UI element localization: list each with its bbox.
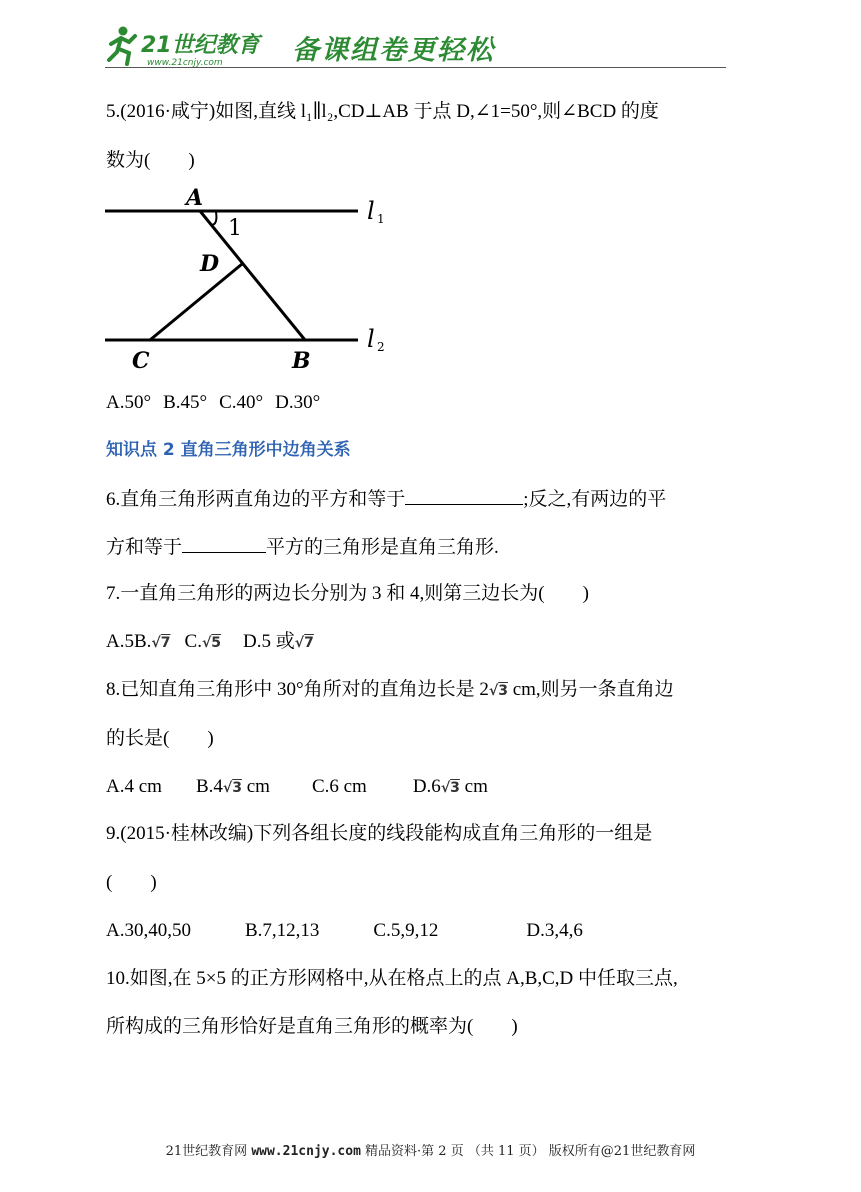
q8-option-a: A.4 cm [106, 776, 162, 797]
runner-icon [109, 27, 135, 65]
q7-option-c: C. [184, 631, 202, 652]
q6-text-c: 方和等于 [106, 537, 183, 558]
sqrt-7-icon: √7 [294, 635, 314, 651]
q9-option-d: D.3,4,6 [526, 920, 583, 941]
q6-text-d: 平方的三角形是直角三角形. [266, 537, 499, 558]
q8-line2: 的长是( ) [106, 728, 214, 749]
page-header [105, 22, 726, 72]
q5-option-b: B.45° [163, 392, 208, 413]
label-l1-sub: 1 [377, 212, 385, 226]
footer-url: www.21cnjy.com [251, 1144, 361, 1159]
q7-option-d: D.5 或 [243, 631, 295, 652]
q8-option-b: B.4 [195, 776, 223, 797]
q9-options [106, 919, 583, 943]
q5-option-a: A.50° [106, 392, 152, 413]
q6-line2 [106, 534, 499, 560]
q10-line2: 所构成的三角形恰好是直角三角形的概率为( ) [106, 1016, 518, 1037]
q8-option-d-unit: cm [459, 776, 488, 797]
q5-line1: 5.(2016·咸宁)如图,直线 l₁∥l₂,CD⊥AB 于点 D,∠1=50°,则∠BCD 的度 [106, 101, 659, 122]
q8-line1 [106, 678, 674, 703]
footer-site-name: 21世纪教育网 [165, 1144, 248, 1159]
label-1: 1 [228, 216, 242, 241]
q5-option-d: D.30° [275, 392, 321, 413]
sqrt-5-icon: √5 [201, 635, 222, 651]
q7-option-a: A.5 [106, 631, 134, 652]
q8-options [106, 775, 488, 800]
angle-1-arc [211, 212, 216, 225]
q6-blank-2 [182, 534, 266, 553]
q7-text: 7.一直角三角形的两边长分别为 3 和 4,则第三边长为( ) [106, 583, 589, 604]
label-l2: l [367, 325, 375, 353]
label-a: A [186, 185, 204, 211]
q8-option-c: C.6 cm [311, 776, 367, 797]
label-l2-sub: 2 [377, 340, 385, 354]
sqrt-3-icon: √3 [488, 683, 508, 699]
sqrt-3-icon: √3 [440, 780, 460, 796]
q9-option-b: B.7,12,13 [244, 920, 320, 941]
q8-option-d: D.6 [412, 776, 441, 797]
q9-option-a: A.30,40,50 [106, 920, 191, 941]
q6-text-b: ;反之,有两边的平 [523, 489, 667, 510]
q7-option-b: B. [133, 631, 152, 652]
logo-text: 21世纪教育 [141, 33, 260, 58]
q8-text-a: 8.已知直角三角形中 30°角所对的直角边长是 2 [106, 679, 489, 700]
site-logo [105, 22, 305, 70]
footer-page-info: 精品资料·第 2 页 （共 11 页） 版权所有@21世纪教育网 [365, 1144, 696, 1159]
header-divider [105, 67, 726, 68]
sqrt-7-icon: √7 [151, 635, 171, 651]
q5-options [106, 391, 320, 415]
q5-option-c: C.40° [219, 392, 264, 413]
q9-line1: 9.(2015·桂林改编)下列各组长度的线段能构成直角三角形的一组是 [106, 823, 653, 844]
segment-cd [150, 264, 242, 340]
header-slogan: 备课组卷更轻松 [292, 35, 495, 66]
q8-option-b-unit: cm [241, 776, 270, 797]
section-heading: 知识点 2 直角三角形中边角关系 [106, 440, 351, 460]
q9-line2: ( ) [106, 872, 157, 893]
q5-figure [100, 185, 400, 380]
q9-option-c: C.5,9,12 [373, 920, 439, 941]
q7-options [106, 630, 314, 655]
q6-blank-1 [405, 486, 523, 505]
label-d: D [200, 251, 220, 277]
label-l1: l [367, 197, 375, 225]
logo-url: www.21cnjy.com [147, 58, 223, 68]
q8-text-b: cm,则另一条直角边 [507, 679, 674, 700]
label-b: B [292, 348, 311, 374]
q6-line1 [106, 486, 666, 512]
label-c: C [132, 348, 150, 374]
q10-line1: 10.如图,在 5×5 的正方形网格中,从在格点上的点 A,B,C,D 中任取三点, [106, 968, 678, 989]
sqrt-3-icon: √3 [222, 780, 242, 796]
page-footer [0, 1140, 861, 1159]
q5-line2: 数为( ) [106, 150, 195, 171]
q6-text-a: 6.直角三角形两直角边的平方和等于 [106, 489, 406, 510]
